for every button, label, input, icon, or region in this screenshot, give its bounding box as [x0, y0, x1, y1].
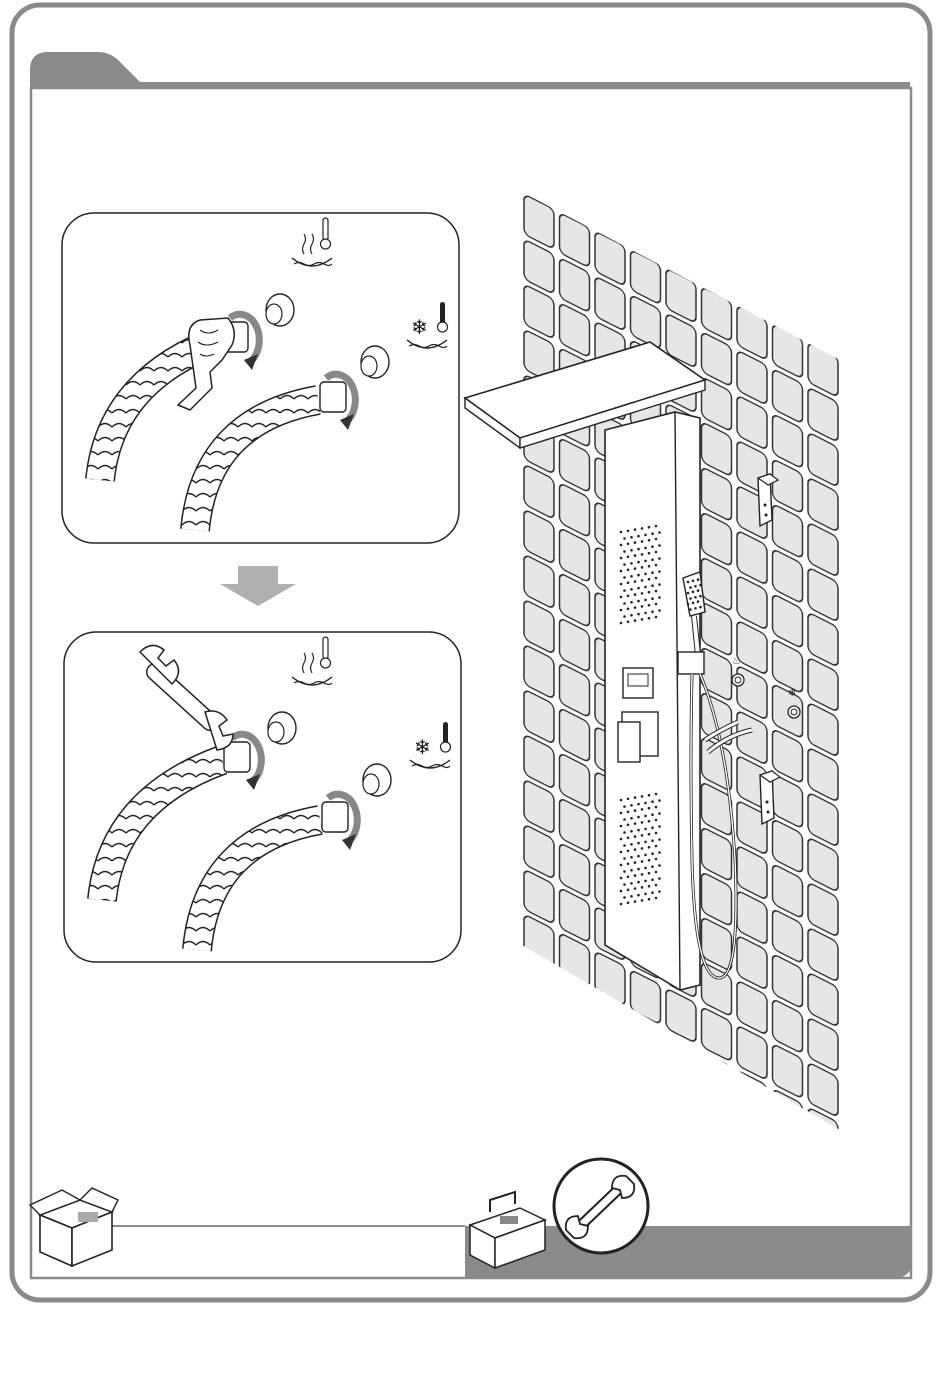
jet-nozzle [655, 871, 658, 874]
wall-tile [773, 1134, 803, 1189]
jet-nozzle [623, 870, 626, 873]
jet-nozzle [651, 584, 654, 587]
jet-nozzle [634, 887, 637, 890]
jet-nozzle [655, 525, 658, 528]
wall-tile [666, 1123, 696, 1178]
down-arrow-icon [220, 566, 296, 606]
shower-column [605, 412, 700, 990]
jet-nozzle [644, 586, 647, 589]
jet-nozzle [651, 852, 654, 855]
jet-nozzle [627, 876, 630, 879]
jet-nozzle [627, 824, 630, 827]
jet-nozzle [623, 537, 626, 540]
jet-nozzle [689, 586, 692, 589]
jet-nozzle [651, 891, 654, 894]
jet-nozzle [627, 556, 630, 559]
jet-nozzle [637, 816, 640, 819]
jet-nozzle [655, 793, 658, 796]
jet-nozzle [658, 851, 661, 854]
jet-nozzle [648, 872, 651, 875]
jet-nozzle [644, 612, 647, 615]
jet-nozzle [641, 553, 644, 556]
jet-nozzle [648, 552, 651, 555]
jet-nozzle [694, 585, 697, 588]
jet-nozzle [648, 591, 651, 594]
jet-nozzle [651, 826, 654, 829]
jet-nozzle [634, 835, 637, 838]
wall-tile [560, 1068, 590, 1123]
wall-tile [631, 1060, 661, 1115]
jet-nozzle [641, 592, 644, 595]
jet-nozzle [627, 608, 630, 611]
jet-nozzle [637, 600, 640, 603]
jet-nozzle [697, 589, 700, 592]
jet-nozzle [648, 846, 651, 849]
jet-nozzle [630, 614, 633, 617]
jet-nozzle [651, 800, 654, 803]
jet-nozzle [699, 595, 702, 598]
jet-nozzle [658, 838, 661, 841]
jet-nozzle [651, 571, 654, 574]
jet-nozzle [637, 613, 640, 616]
jet-nozzle [634, 900, 637, 903]
jet-nozzle [637, 535, 640, 538]
jet-nozzle [623, 831, 626, 834]
jet-nozzle [637, 842, 640, 845]
jet-nozzle [634, 822, 637, 825]
jet-nozzle [644, 599, 647, 602]
jet-nozzle [620, 557, 623, 560]
wall-tile [524, 1004, 554, 1059]
jet-nozzle [623, 805, 626, 808]
jet-nozzle [651, 545, 654, 548]
jet-nozzle [655, 832, 658, 835]
jet-nozzle [637, 829, 640, 832]
step-one-panel [62, 213, 459, 543]
jet-nozzle [648, 526, 651, 529]
jet-nozzle [687, 581, 690, 584]
shower-panel-wall-installation [465, 194, 838, 1252]
wall-tile [524, 1049, 554, 1104]
jet-nozzle [627, 889, 630, 892]
jet-nozzle [648, 833, 651, 836]
jet-nozzle [634, 848, 637, 851]
jet-nozzle [641, 847, 644, 850]
jet-nozzle [644, 841, 647, 844]
jet-nozzle [644, 815, 647, 818]
jet-nozzle [644, 534, 647, 537]
jet-nozzle [648, 794, 651, 797]
jet-nozzle [648, 820, 651, 823]
wall-tile [560, 978, 590, 1033]
jet-nozzle [630, 856, 633, 859]
wall-tile [595, 1041, 625, 1096]
jet-nozzle [627, 582, 630, 585]
wall-tile [631, 1105, 661, 1160]
svg-text:♨: ♨ [732, 656, 741, 667]
jet-nozzle [634, 580, 637, 583]
jet-nozzle [634, 528, 637, 531]
jet-nozzle [697, 600, 700, 603]
jet-nozzle [627, 569, 630, 572]
step-two-panel [64, 632, 461, 962]
jet-nozzle [623, 818, 626, 821]
jet-nozzle [699, 584, 702, 587]
header-tab [30, 52, 910, 88]
wall-tile [702, 1142, 732, 1197]
jet-nozzle [630, 575, 633, 578]
jet-nozzle [620, 570, 623, 573]
jet-nozzle [637, 868, 640, 871]
jet-nozzle [655, 538, 658, 541]
jet-nozzle [651, 839, 654, 842]
jet-nozzle [687, 592, 690, 595]
jet-nozzle [627, 798, 630, 801]
jet-nozzle [627, 902, 630, 905]
jet-nozzle [620, 877, 623, 880]
jet-nozzle [620, 851, 623, 854]
jet-nozzle [658, 890, 661, 893]
jet-nozzle [623, 563, 626, 566]
jet-nozzle [644, 573, 647, 576]
wall-tile [808, 1152, 838, 1207]
jet-nozzle [655, 590, 658, 593]
jet-nozzle [658, 799, 661, 802]
jet-nozzle [637, 894, 640, 897]
jet-nozzle [644, 828, 647, 831]
jet-nozzle [634, 809, 637, 812]
jet-nozzle [634, 861, 637, 864]
jet-nozzle [630, 830, 633, 833]
jet-nozzle [689, 608, 692, 611]
jet-nozzle [655, 564, 658, 567]
jet-nozzle [644, 867, 647, 870]
jet-nozzle [634, 874, 637, 877]
jet-nozzle [623, 550, 626, 553]
jet-nozzle [634, 541, 637, 544]
jet-nozzle [658, 531, 661, 534]
wrench-icon [554, 1159, 648, 1253]
jet-nozzle [620, 596, 623, 599]
jet-nozzle [634, 554, 637, 557]
jet-nozzle [623, 844, 626, 847]
jet-nozzle [644, 893, 647, 896]
jet-nozzle [630, 895, 633, 898]
svg-text:❄: ❄ [788, 688, 797, 699]
jet-nozzle [637, 587, 640, 590]
jet-nozzle [641, 886, 644, 889]
jet-nozzle [644, 547, 647, 550]
jet-nozzle [630, 562, 633, 565]
jet-nozzle [641, 540, 644, 543]
jet-nozzle [648, 807, 651, 810]
jet-nozzle [648, 604, 651, 607]
jet-nozzle [651, 813, 654, 816]
jet-nozzle [637, 548, 640, 551]
wall-tile [560, 1023, 590, 1078]
jet-nozzle [651, 610, 654, 613]
jet-nozzle [637, 574, 640, 577]
jet-nozzle [658, 825, 661, 828]
jet-nozzle [658, 570, 661, 573]
jet-nozzle [623, 589, 626, 592]
jet-nozzle [623, 602, 626, 605]
jet-nozzle [648, 885, 651, 888]
jet-nozzle [641, 795, 644, 798]
jet-nozzle [620, 583, 623, 586]
jet-nozzle [692, 602, 695, 605]
jet-nozzle [641, 873, 644, 876]
jet-nozzle [648, 617, 651, 620]
hot-inlet-fitting [268, 712, 296, 744]
jet-nozzle [627, 863, 630, 866]
jet-nozzle [655, 806, 658, 809]
jet-nozzle [641, 527, 644, 530]
wall-tile [666, 1078, 696, 1133]
jet-nozzle [648, 539, 651, 542]
jet-nozzle [620, 864, 623, 867]
jet-nozzle [655, 603, 658, 606]
jet-nozzle [630, 817, 633, 820]
jet-nozzle [627, 595, 630, 598]
jet-nozzle [694, 596, 697, 599]
jet-nozzle [648, 898, 651, 901]
jet-nozzle [687, 603, 690, 606]
jet-nozzle [627, 837, 630, 840]
jet-nozzle [623, 896, 626, 899]
jet-nozzle [634, 606, 637, 609]
jet-nozzle [630, 601, 633, 604]
jet-nozzle [651, 878, 654, 881]
wall-tile [737, 1115, 767, 1170]
jet-nozzle [644, 802, 647, 805]
jet-nozzle [627, 543, 630, 546]
jet-nozzle [620, 825, 623, 828]
jet-nozzle [655, 616, 658, 619]
jet-nozzle [634, 796, 637, 799]
wall-tile [702, 1097, 732, 1152]
jet-nozzle [620, 544, 623, 547]
jet-nozzle [634, 593, 637, 596]
jet-nozzle [620, 609, 623, 612]
jet-nozzle [655, 577, 658, 580]
wall-tile [773, 1179, 803, 1234]
jet-nozzle [627, 621, 630, 624]
jet-nozzle [630, 882, 633, 885]
jet-nozzle [651, 597, 654, 600]
jet-nozzle [658, 864, 661, 867]
jet-nozzle [641, 605, 644, 608]
jet-nozzle [623, 615, 626, 618]
jet-nozzle [648, 565, 651, 568]
jet-nozzle [648, 859, 651, 862]
jet-nozzle [658, 596, 661, 599]
jet-nozzle [692, 580, 695, 583]
jet-nozzle [655, 858, 658, 861]
jet-nozzle [641, 808, 644, 811]
jet-nozzle [644, 560, 647, 563]
jet-nozzle [658, 557, 661, 560]
jet-nozzle [692, 591, 695, 594]
jet-nozzle [623, 883, 626, 886]
jet-nozzle [637, 803, 640, 806]
jet-nozzle [630, 843, 633, 846]
jet-nozzle [655, 819, 658, 822]
jet-nozzle [630, 588, 633, 591]
wall-tile [737, 1160, 767, 1215]
jet-nozzle [630, 869, 633, 872]
jet-nozzle [641, 566, 644, 569]
jet-nozzle [655, 884, 658, 887]
jet-nozzle [630, 536, 633, 539]
wall-tile [524, 959, 554, 1014]
jet-nozzle [655, 551, 658, 554]
jet-nozzle [634, 567, 637, 570]
jet-nozzle [620, 531, 623, 534]
jet-nozzle [655, 897, 658, 900]
jet-nozzle [658, 609, 661, 612]
jet-nozzle [689, 597, 692, 600]
jet-nozzle [637, 561, 640, 564]
jet-nozzle [644, 854, 647, 857]
jet-nozzle [651, 865, 654, 868]
jet-nozzle [699, 606, 702, 609]
jet-nozzle [620, 890, 623, 893]
jet-nozzle [658, 877, 661, 880]
jet-nozzle [620, 903, 623, 906]
jet-nozzle [637, 855, 640, 858]
jet-nozzle [651, 532, 654, 535]
wall-tile [595, 1086, 625, 1141]
jet-nozzle [630, 549, 633, 552]
svg-text:❄: ❄ [411, 315, 428, 339]
jet-nozzle [620, 838, 623, 841]
jet-nozzle [648, 578, 651, 581]
jet-nozzle [641, 579, 644, 582]
jet-nozzle [630, 804, 633, 807]
jet-nozzle [658, 544, 661, 547]
jet-nozzle [634, 619, 637, 622]
jet-nozzle [637, 881, 640, 884]
jet-nozzle [641, 899, 644, 902]
jet-nozzle [658, 583, 661, 586]
wall-tile [595, 996, 625, 1051]
jet-nozzle [697, 578, 700, 581]
jet-nozzle [627, 811, 630, 814]
jet-nozzle [627, 850, 630, 853]
hot-inlet-fitting [266, 294, 294, 326]
package-contents-box-icon [30, 1188, 118, 1266]
cold-inlet-fitting [361, 346, 389, 378]
jet-nozzle [641, 860, 644, 863]
jet-nozzle [641, 618, 644, 621]
jet-nozzle [644, 880, 647, 883]
jet-nozzle [623, 576, 626, 579]
jet-nozzle [655, 845, 658, 848]
jet-nozzle [658, 812, 661, 815]
jet-nozzle [651, 558, 654, 561]
jet-nozzle [620, 622, 623, 625]
jet-nozzle [627, 530, 630, 533]
jet-nozzle [641, 821, 644, 824]
jet-nozzle [623, 857, 626, 860]
jet-nozzle [620, 812, 623, 815]
jet-nozzle [694, 607, 697, 610]
jet-nozzle [641, 834, 644, 837]
jet-nozzle [620, 799, 623, 802]
cold-inlet-fitting [363, 764, 391, 796]
svg-text:❄: ❄ [414, 735, 431, 759]
